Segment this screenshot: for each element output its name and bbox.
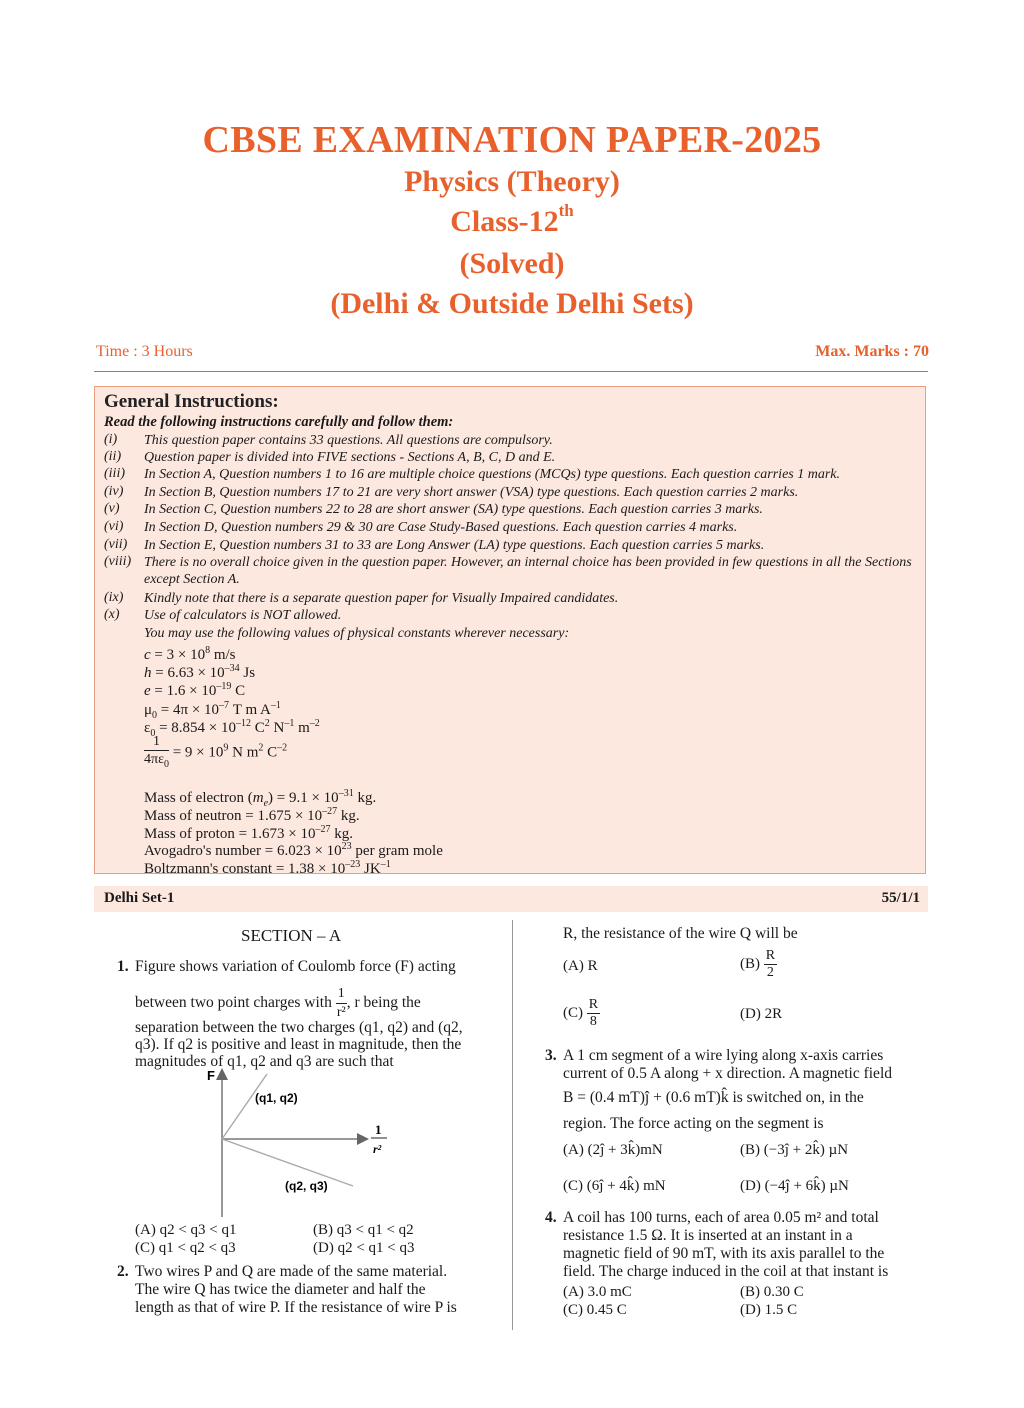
q1-option-b[interactable]: (B) q3 < q1 < q2: [313, 1222, 414, 1238]
q3-option-b[interactable]: (B) (−3ĵ + 2k̂) µN: [740, 1142, 849, 1158]
constant-e: $e = 1.6 \times 10^{-19}$ C: [144, 681, 246, 699]
constant-eps0: $\varepsilon_0 = 8.854 \times 10^{-12}$ $C^2$ $N^{-1}$ $m^{-2}$: [144, 718, 320, 739]
q1-option-a[interactable]: (A) q2 < q3 < q1: [135, 1222, 237, 1238]
instruction-text: In Section D, Question numbers 29 & 30 are Case Study-Based questions. Each question carries 4 marks.: [144, 520, 738, 535]
q1-text-line: q3). If q2 is positive and least in magnitude, then the: [135, 1036, 462, 1053]
instruction-text: Use of calculators is NOT allowed.: [144, 608, 342, 623]
set-bar: [94, 886, 928, 912]
q1-number: 1.: [117, 958, 129, 975]
q1-text-line: separation between the two charges (q1, q2) and (q2,: [135, 1019, 463, 1036]
q3-text-line: B = (0.4 mT)ĵ + (0.6 mT)k̂ is switched on, in the: [563, 1089, 864, 1106]
instruction-text: In Section A, Question numbers 1 to 16 are multiple choice questions (MCQs) type questions. Each question carries 1 mark.: [144, 467, 841, 482]
constant-c: $c = 3 \times 10^8$ m/s: [144, 645, 236, 663]
constant-boltzmann: Boltzmann's constant = $1.38 \times 10^{-23}$ $JK^{-1}$: [144, 859, 391, 877]
instruction-number: (ii): [104, 449, 122, 464]
q3-text-line: region. The force acting on the segment is: [563, 1115, 824, 1132]
instructions-intro: Read the following instructions carefully and follow them:: [104, 414, 454, 430]
line-q1-q2: [222, 1074, 267, 1139]
instruction-number: (x): [104, 607, 120, 622]
label-q2-q3: (q2, q3): [285, 1179, 328, 1193]
q1-text-line: magnitudes of q1, q2 and q3 are such that: [135, 1053, 394, 1070]
q1-fraction: $\frac{1}{\text{r²}}$: [336, 986, 346, 1020]
instruction-number: (vii): [104, 537, 128, 552]
q3-option-d[interactable]: (D) (−4ĵ + 6k̂) µN: [740, 1178, 849, 1194]
q2-option-c[interactable]: (C) $\frac{R}{8}$: [563, 997, 599, 1029]
q2-number: 2.: [117, 1263, 129, 1280]
section-heading: SECTION – A: [241, 926, 342, 945]
q3-text-line: current of 0.5 A along + x direction. A magnetic field: [563, 1065, 892, 1082]
instructions-title: General Instructions:: [104, 391, 279, 412]
constant-h: $h = 6.63 \times 10^{-34}$ Js: [144, 663, 256, 681]
q2-option-d[interactable]: (D) 2R: [740, 1006, 783, 1022]
set-name: Delhi Set-1: [104, 890, 175, 906]
x-axis-label-num: 1: [375, 1122, 382, 1137]
instruction-number: (iv): [104, 484, 124, 499]
set-code: 55/1/1: [881, 890, 920, 906]
instruction-number: (iii): [104, 466, 125, 481]
instruction-text: In Section B, Question numbers 17 to 21 are very short answer (VSA) type questions. Each question carries 2 marks.: [144, 485, 799, 500]
instruction-text: Question paper is divided into FIVE sections - Sections A, B, C, D and E.: [144, 450, 556, 465]
sets-label: (Delhi & Outside Delhi Sets): [330, 287, 694, 320]
q4-option-a[interactable]: (A) 3.0 mC: [563, 1284, 632, 1300]
instruction-text: There is no overall choice given in the question paper. However, an internal choice has been provided in few questions in all the Sections except Section A.: [144, 555, 912, 587]
constant-mu0: $\mu_0 = 4\pi \times 10^{-7}$ T m $A^{-1}$: [144, 700, 281, 721]
q1-text-line: Figure shows variation of Coulomb force (F) acting: [135, 958, 456, 975]
constant-mn: Mass of neutron = $1.675 \times 10^{-27}$ kg.: [144, 806, 360, 824]
constant-me: Mass of electron $(m_e) = 9.1 \times 10^{-31}$ kg.: [144, 788, 377, 809]
q1-text-line: between two point charges with $\frac{1}{\text{r²}}$ , r being the: [135, 986, 421, 1020]
label-q1-q2: (q1, q2): [255, 1091, 298, 1105]
instruction-text: Kindly note that there is a separate question paper for Visually Impaired candidates.: [144, 591, 619, 606]
q4-text-line: field. The charge induced in the coil at that instant is: [563, 1263, 889, 1280]
q3-option-a[interactable]: (A) (2ĵ + 3k̂)mN: [563, 1142, 663, 1158]
q4-option-c[interactable]: (C) 0.45 C: [563, 1302, 627, 1318]
q4-text-line: A coil has 100 turns, each of area 0.05 m² and total: [563, 1209, 879, 1226]
q1-option-c[interactable]: (C) q1 < q2 < q3: [135, 1240, 236, 1256]
subject-title: Physics (Theory): [404, 165, 620, 198]
q2-text-line: R, the resistance of the wire Q will be: [563, 925, 798, 942]
instruction-number: (v): [104, 501, 120, 516]
q1-force-graph: [195, 1062, 405, 1222]
time-label: Time : 3 Hours: [96, 343, 193, 360]
q2-text-line: The wire Q has twice the diameter and half the: [135, 1281, 426, 1298]
q3-option-c[interactable]: (C) (6ĵ + 4k̂) mN: [563, 1178, 666, 1194]
max-marks-label: Max. Marks : 70: [815, 343, 929, 360]
q2-option-a[interactable]: (A) R: [563, 958, 598, 974]
q2-text-line: length as that of wire P. If the resistance of wire P is: [135, 1299, 457, 1316]
x-axis-label-den: r²: [373, 1142, 382, 1156]
constant-avogadro: Avogadro's number = $6.023 \times 10^{23}$ per gram mole: [144, 841, 443, 859]
q1-option-d[interactable]: (D) q2 < q1 < q3: [313, 1240, 415, 1256]
constants-intro: You may use the following values of physical constants wherever necessary:: [144, 626, 570, 641]
q3-text-line: A 1 cm segment of a wire lying along x-axis carries: [563, 1047, 884, 1064]
q2-option-b[interactable]: (B) $\frac{R}{2}$: [740, 948, 776, 980]
instruction-text: In Section C, Question numbers 22 to 28 are short answer (SA) type questions. Each question carries 3 marks.: [144, 502, 763, 517]
q4-option-b[interactable]: (B) 0.30 C: [740, 1284, 804, 1300]
q4-number: 4.: [545, 1209, 557, 1226]
constant-mp: Mass of proton = $1.673 \times 10^{-27}$ kg.: [144, 824, 353, 842]
instruction-text: This question paper contains 33 questions. All questions are compulsory.: [144, 433, 553, 448]
header-divider: [94, 371, 928, 372]
solved-label: (Solved): [459, 247, 565, 280]
q4-text-line: resistance 1.5 Ω. It is inserted at an instant in a: [563, 1227, 853, 1244]
constant-coulomb: $\frac{1}{4\pi\varepsilon_0}$ = $9 \times 10^9$ N $m^2$ $C^{-2}$: [144, 734, 288, 770]
instruction-number: (vi): [104, 519, 124, 534]
column-divider: [512, 920, 513, 1330]
class-title: Class-12th: [450, 201, 574, 238]
paper-title: CBSE EXAMINATION PAPER-2025: [202, 119, 822, 161]
instruction-number: (viii): [104, 554, 132, 569]
instruction-number: (i): [104, 432, 118, 447]
instruction-number: (ix): [104, 590, 124, 605]
q3-number: 3.: [545, 1047, 557, 1064]
instruction-text: In Section E, Question numbers 31 to 33 are Long Answer (LA) type questions. Each question carries 5 marks.: [144, 538, 765, 553]
q4-text-line: magnetic field of 90 mT, with its axis parallel to the: [563, 1245, 885, 1262]
y-axis-label: F: [207, 1068, 215, 1083]
q2-text-line: Two wires P and Q are made of the same material.: [135, 1263, 448, 1280]
q4-option-d[interactable]: (D) 1.5 C: [740, 1302, 798, 1318]
